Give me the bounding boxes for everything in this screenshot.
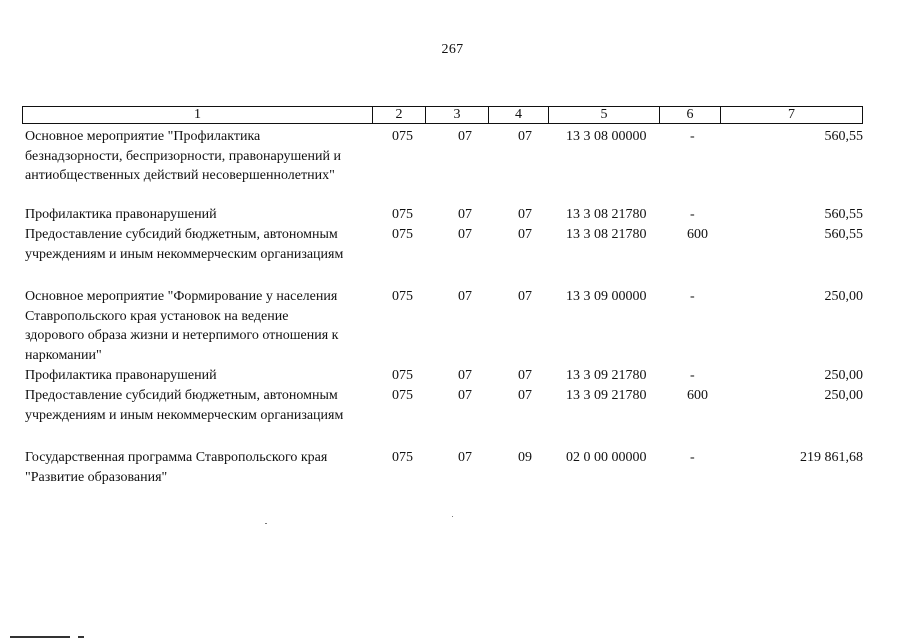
page-number: 267: [441, 42, 464, 57]
column-header-1: 1: [23, 107, 373, 124]
cell-col4: 07: [518, 388, 532, 403]
cell-col3: 07: [458, 450, 472, 465]
cell-col4: 07: [518, 368, 532, 383]
cell-col3: 07: [458, 289, 472, 304]
cell-col5: 13 3 08 00000: [566, 129, 647, 144]
cell-col5: 13 3 08 21780: [566, 227, 647, 242]
cell-col7: 560,55: [824, 129, 863, 144]
cell-col5: 13 3 09 00000: [566, 289, 647, 304]
cell-col2: 075: [392, 227, 413, 242]
cell-col3: 07: [458, 388, 472, 403]
cell-col7: 219 861,68: [800, 450, 863, 465]
description-line: Государственная программа Ставропольского края: [25, 450, 328, 465]
cell-col5: 13 3 09 21780: [566, 388, 647, 403]
cell-col5: 02 0 00 00000: [566, 450, 647, 465]
column-header-2: 2: [373, 107, 426, 124]
cell-col3: 07: [458, 227, 472, 242]
row-description: [25, 287, 370, 365]
scan-edge-mark: [10, 636, 70, 638]
description-line: антиобщественных действий несовершеннолетних": [25, 168, 335, 183]
description-line: Основное мероприятие "Профилактика: [25, 129, 261, 144]
scan-edge-mark: [78, 636, 84, 638]
column-header-table: [22, 106, 863, 124]
cell-col2: 075: [392, 450, 413, 465]
scan-speck: [452, 516, 453, 517]
column-header-7: 7: [721, 107, 863, 124]
cell-col7: 250,00: [824, 368, 863, 383]
cell-col3: 07: [458, 129, 472, 144]
cell-col5: 13 3 08 21780: [566, 207, 647, 222]
cell-col7: 560,55: [824, 207, 863, 222]
cell-col6: -: [690, 450, 695, 465]
cell-col2: 075: [392, 129, 413, 144]
cell-col3: 07: [458, 368, 472, 383]
cell-col7: 250,00: [824, 388, 863, 403]
description-line: здорового образа жизни и нетерпимого отношения к: [25, 328, 339, 343]
description-line: наркомании": [25, 347, 102, 363]
cell-col3: 07: [458, 207, 472, 222]
description-line: учреждениям и иным некоммерческим организациям: [25, 246, 344, 262]
row-description: [25, 386, 370, 425]
cell-col7: 250,00: [824, 289, 863, 304]
cell-col6: -: [690, 368, 695, 383]
description-line: "Развитие образования": [25, 469, 168, 485]
row-description: [25, 366, 370, 386]
cell-col4: 09: [518, 450, 532, 465]
cell-col7: 560,55: [824, 227, 863, 242]
description-line: Профилактика правонарушений: [25, 368, 217, 383]
description-line: Профилактика правонарушений: [25, 207, 217, 222]
cell-col6: 600: [687, 227, 708, 242]
description-line: Основное мероприятие "Формирование у населения: [25, 289, 338, 304]
cell-col2: 075: [392, 289, 413, 304]
cell-col6: -: [690, 289, 695, 304]
cell-col2: 075: [392, 207, 413, 222]
description-line: Предоставление субсидий бюджетным, автономным: [25, 227, 338, 242]
cell-col4: 07: [518, 289, 532, 304]
description-line: безнадзорности, беспризорности, правонарушений и: [25, 148, 341, 164]
column-header-3: 3: [426, 107, 489, 124]
scan-speck: [265, 523, 267, 524]
cell-col6: 600: [687, 388, 708, 403]
description-line: учреждениям и иным некоммерческим организациям: [25, 407, 344, 423]
description-line: Ставропольского края установок на ведение: [25, 308, 289, 324]
column-header-6: 6: [660, 107, 721, 124]
row-description: [25, 448, 370, 487]
description-line: Предоставление субсидий бюджетным, автономным: [25, 388, 338, 403]
cell-col6: -: [690, 129, 695, 144]
cell-col4: 07: [518, 129, 532, 144]
row-description: [25, 225, 370, 264]
cell-col6: -: [690, 207, 695, 222]
row-description: [25, 127, 370, 186]
column-header-4: 4: [489, 107, 549, 124]
row-description: [25, 205, 370, 225]
cell-col2: 075: [392, 368, 413, 383]
cell-col4: 07: [518, 207, 532, 222]
column-header-5: 5: [549, 107, 660, 124]
cell-col4: 07: [518, 227, 532, 242]
cell-col5: 13 3 09 21780: [566, 368, 647, 383]
cell-col2: 075: [392, 388, 413, 403]
